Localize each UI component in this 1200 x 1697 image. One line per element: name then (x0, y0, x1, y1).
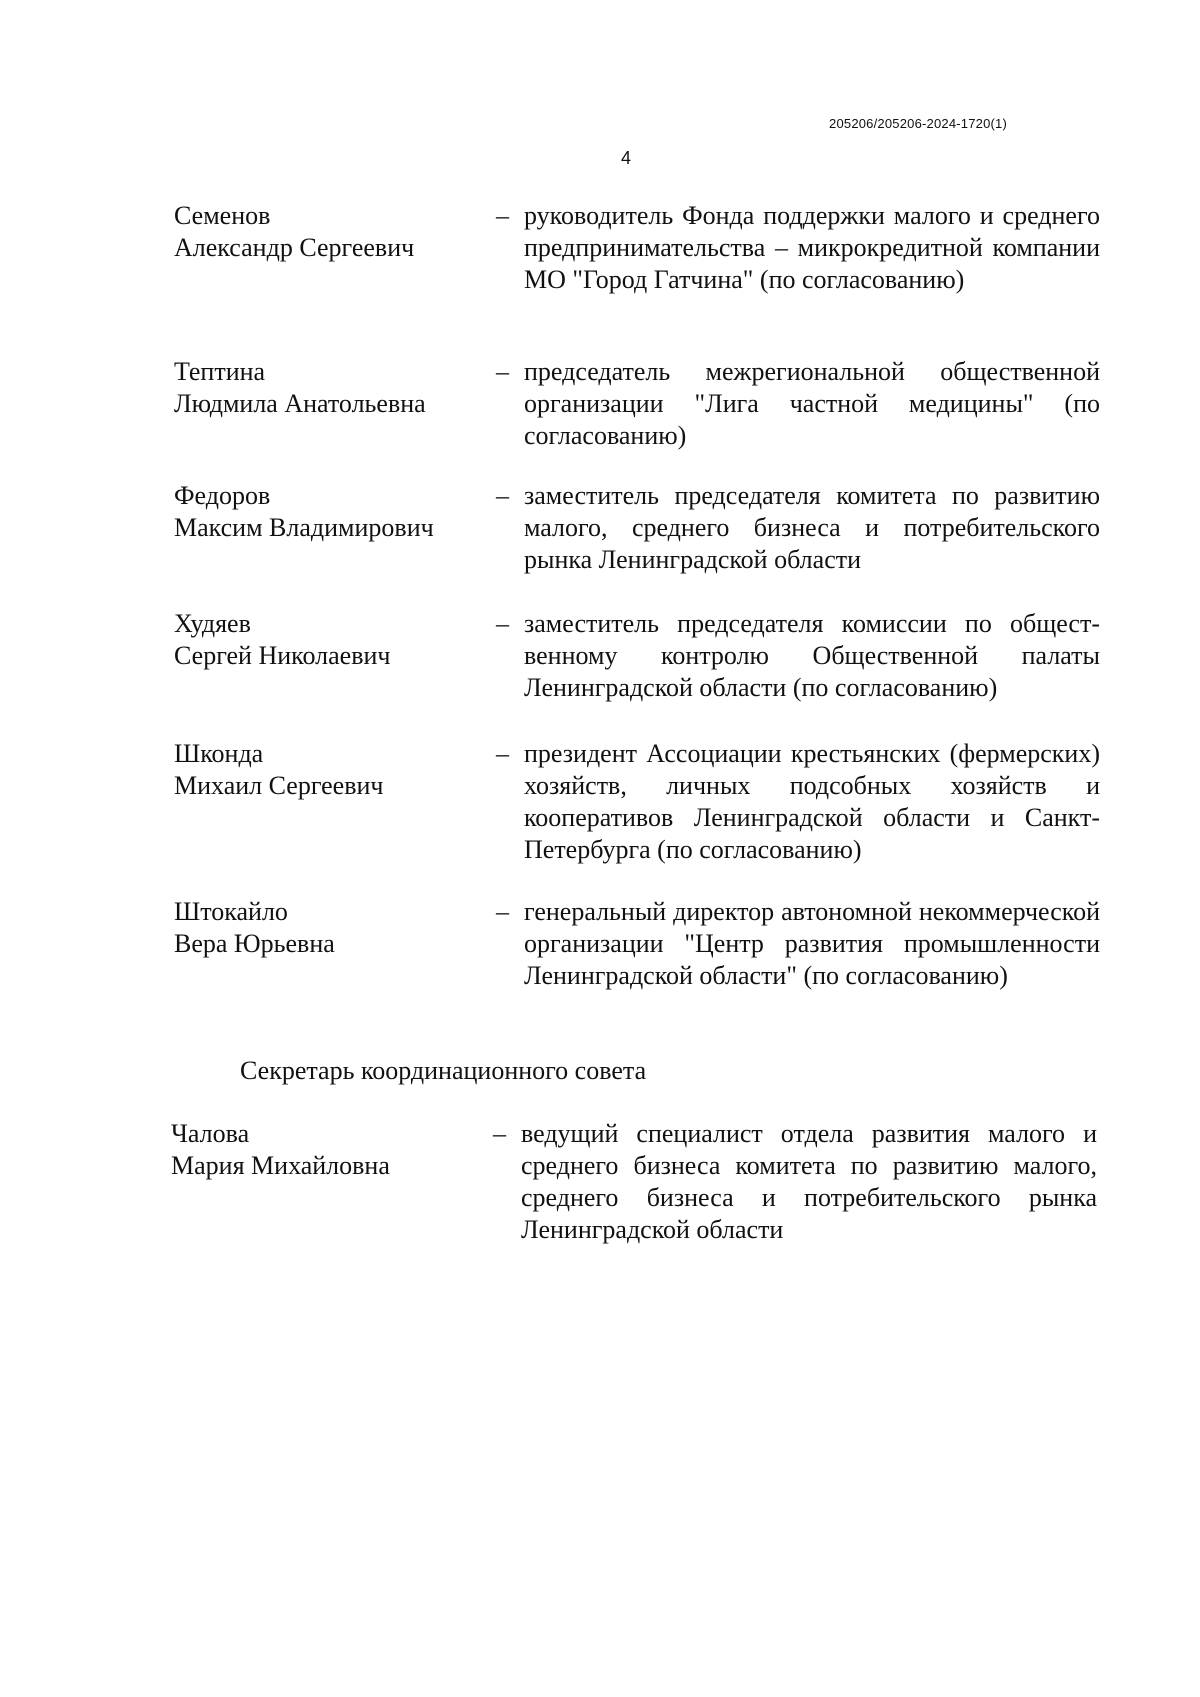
member-name (174, 608, 474, 672)
document-id: 205206/205206-2024-1720(1) (829, 116, 1007, 131)
dash-separator: – (496, 357, 509, 386)
member-role: заместитель председателя комитета по развитию малого, среднего бизнеса и потребительского рынка Ленинградской области (524, 481, 1100, 574)
member-surname: Худяев (174, 609, 251, 638)
member-role: заместитель председателя комиссии по общественному контролю Общественной палаты Ленинградской области (по согласованию) (524, 609, 1100, 702)
dash-separator: – (493, 1119, 506, 1148)
secretary-surname: Чалова (171, 1119, 250, 1148)
dash-separator: – (496, 897, 509, 926)
member-name (174, 738, 474, 802)
secretary-heading: Секретарь координационного совета (240, 1056, 647, 1085)
member-given-names: Александр Сергеевич (174, 233, 415, 262)
member-given-names: Сергей Николаевич (174, 641, 391, 670)
member-name (174, 356, 474, 420)
secretary-role: ведущий специалист отдела развития малого и среднего бизнеса комитета по развитию малого, среднего бизнеса и потребительского рынка Ленинградской области (521, 1119, 1097, 1244)
member-given-names: Максим Владимирович (174, 513, 434, 542)
member-name (174, 200, 474, 264)
member-given-names: Михаил Сергеевич (174, 771, 384, 800)
member-name (174, 480, 474, 544)
member-surname: Штокайло (174, 897, 288, 926)
dash-separator: – (496, 481, 509, 510)
member-name (174, 896, 474, 960)
page-number: 4 (621, 148, 632, 168)
member-surname: Шконда (174, 739, 264, 768)
member-surname: Семенов (174, 201, 271, 230)
member-given-names: Вера Юрьевна (174, 929, 335, 958)
member-surname: Тептина (174, 357, 266, 386)
member-surname: Федоров (174, 481, 271, 510)
member-role: председатель межрегиональной общественной организации "Лига частной медицины" (по согласованию) (524, 357, 1100, 450)
member-role: руководитель Фонда поддержки малого и среднего предпринимательства – микрокредитной компании МО "Город Гатчина" (по согласованию) (524, 201, 1100, 294)
dash-separator: – (496, 201, 509, 230)
secretary-given-names: Мария Михайловна (171, 1151, 390, 1180)
member-role: президент Ассоциации крестьянских (фермерских) хозяйств, личных подсобных хозяйств и кооперативов Ленинградской области и Санкт-Петербурга (по согласованию) (524, 739, 1100, 864)
member-role: генеральный директор автономной некоммерческой организации "Центр развития промышленности Ленинградской области" (по согласованию) (524, 897, 1100, 990)
dash-separator: – (496, 739, 509, 768)
member-given-names: Людмила Анатольевна (174, 389, 426, 418)
dash-separator: – (496, 609, 509, 638)
secretary-name (171, 1118, 471, 1182)
